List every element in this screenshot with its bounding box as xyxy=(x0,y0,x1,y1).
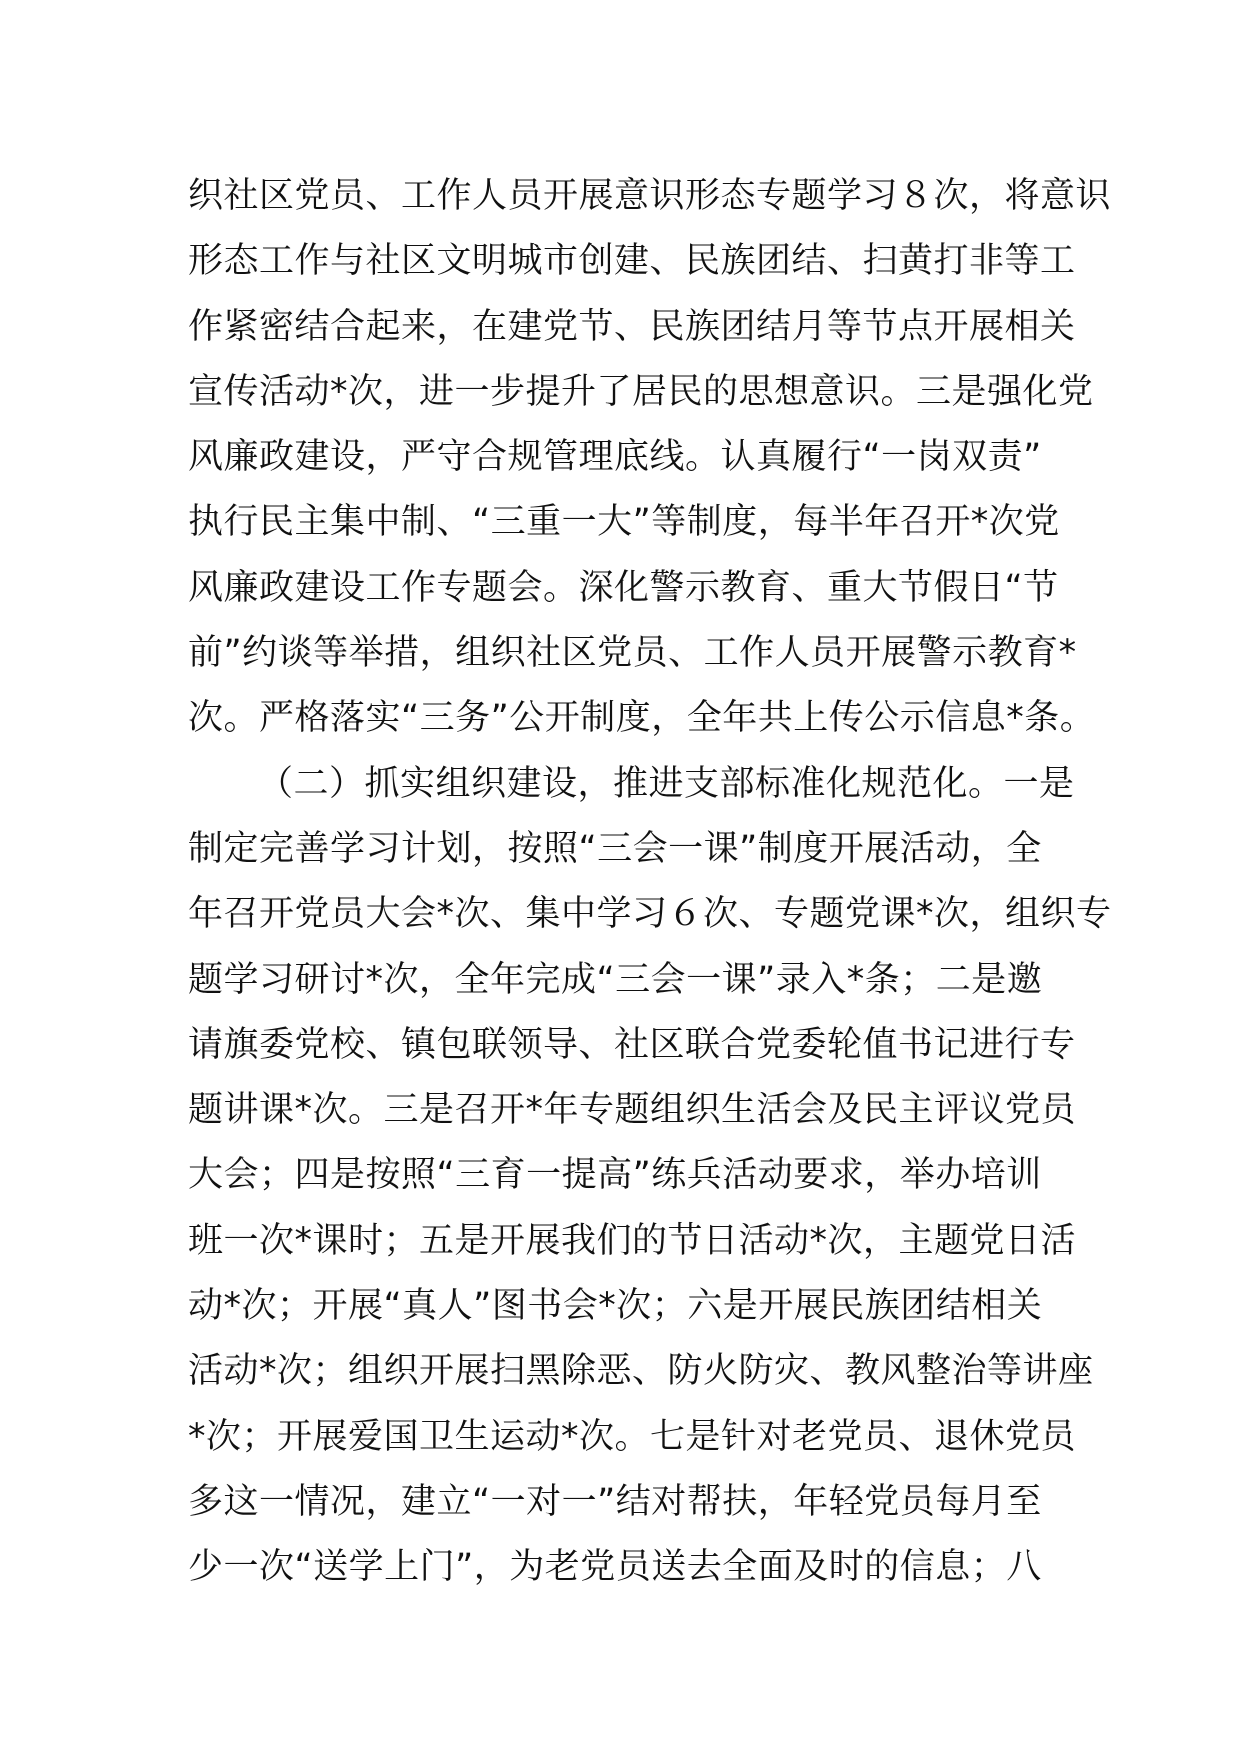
text-line: 年召开党员大会*次、集中学习６次、专题党课*次，组织专 xyxy=(188,894,1112,935)
text-line: 宣传活动*次，进一步提升了居民的思想意识。三是强化党 xyxy=(188,371,1094,412)
text-line: 织社区党员、工作人员开展意识形态专题学习８次，将意识 xyxy=(188,176,1112,216)
text-line: 多这一情况，建立“一对一”结对帮扶，年轻党员每月至 xyxy=(188,1481,1042,1522)
text-line: 作紧密结合起来，在建党节、民族团结月等节点开展相关 xyxy=(188,306,1076,347)
text-line: 风廉政建设，严守合规管理底线。认真履行“一岗双责” xyxy=(188,437,1042,478)
text-line: 形态工作与社区文明城市创建、民族团结、扫黄打非等工 xyxy=(188,241,1076,282)
section-heading-line: （二）抓实组织建设，推进支部标准化规范化。一是 xyxy=(258,763,1075,804)
text-line: 前”约谈等举措，组织社区党员、工作人员开展警示教育* xyxy=(188,633,1077,674)
text-line: 执行民主集中制、“三重一大”等制度，每半年召开*次党 xyxy=(188,502,1060,543)
text-line: 动*次；开展“真人”图书会*次；六是开展民族团结相关 xyxy=(188,1286,1043,1327)
text-line: *次；开展爱国卫生运动*次。七是针对老党员、退休党员 xyxy=(188,1416,1077,1457)
body-text xyxy=(188,164,1112,1601)
text-line: 活动*次；组织开展扫黑除恶、防火防灾、教风整治等讲座 xyxy=(188,1351,1094,1392)
text-line: 大会；四是按照“三育一提高”练兵活动要求，举办培训 xyxy=(188,1155,1042,1196)
text-line: 请旗委党校、镇包联领导、社区联合党委轮值书记进行专 xyxy=(188,1024,1076,1065)
text-line: 题学习研讨*次，全年完成“三会一课”录入*条；二是邀 xyxy=(188,959,1043,1000)
text-line: 班一次*课时；五是开展我们的节日活动*次，主题党日活 xyxy=(188,1220,1077,1261)
text-line: 少一次“送学上门”，为老党员送去全面及时的信息；八 xyxy=(188,1547,1042,1588)
text-line: 风廉政建设工作专题会。深化警示教育、重大节假日“节 xyxy=(188,567,1059,608)
text-line: 制定完善学习计划，按照“三会一课”制度开展活动，全 xyxy=(188,828,1042,869)
text-line: 题讲课*次。三是召开*年专题组织生活会及民主评议党员 xyxy=(188,1090,1077,1131)
text-line: 次。严格落实“三务”公开制度，全年共上传公示信息*条。 xyxy=(188,698,1096,739)
